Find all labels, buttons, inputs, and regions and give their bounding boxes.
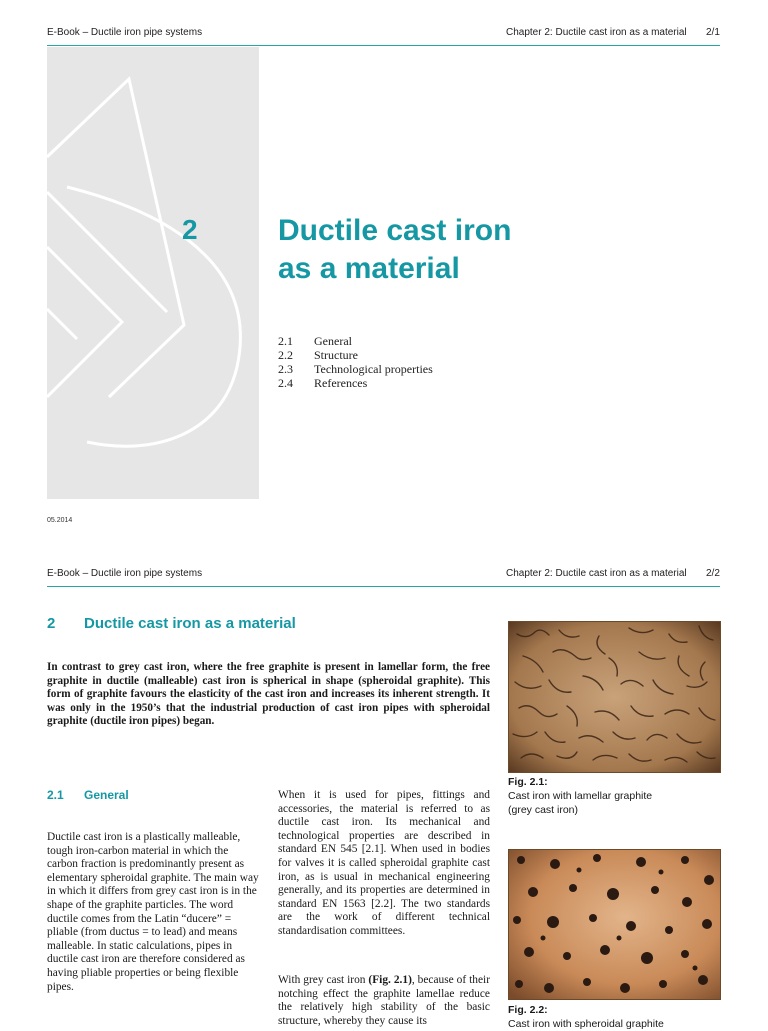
toc-item[interactable] — [278, 362, 433, 376]
figure-2-2-caption — [508, 1003, 664, 1031]
figure-2-1-label: Fig. 2.1: — [508, 776, 548, 788]
column-2-paragraph-2 — [278, 974, 490, 1028]
paragraph-text: With grey cast iron — [278, 974, 369, 986]
paragraph-text: , because of their notching effect the graphite lamellae reduce the relatively high stability of the basic structure, whereby they cause its — [278, 974, 490, 1027]
toc-item-label: Technological properties — [314, 362, 433, 376]
chapter-title — [278, 212, 511, 288]
page-number: 2/1 — [706, 27, 720, 38]
toc-item[interactable] — [278, 334, 433, 348]
header-rule — [47, 586, 720, 587]
subsection-title: General — [84, 788, 129, 802]
toc-item-label: References — [314, 376, 368, 390]
header-left: E-Book – Ductile iron pipe systems — [47, 568, 203, 579]
toc-item[interactable] — [278, 348, 433, 362]
figure-2-1-caption-line-1: Cast iron with lamellar graphite — [508, 790, 653, 802]
toc-item[interactable] — [278, 376, 433, 390]
column-2-paragraph-1: When it is used for pipes, fittings and accessories, the material is referred to as ductile cast iron. Its mechanical and technological properties are described in standard EN 545 [2.1]. When used in bodies for valves it is called spheroidal graphite cast iron, as is usual in mechanical engineering generally, and its properties are determined in standard EN 1563 [2.2]. The two standards are the work of different technical standardisation committees. — [278, 789, 490, 937]
chapter-number: 2 — [182, 214, 198, 245]
toc-item-label: General — [314, 334, 352, 348]
table-of-contents — [278, 334, 433, 390]
toc-item-number: 2.3 — [278, 362, 293, 376]
figure-2-2-image — [508, 849, 721, 1000]
toc-item-number: 2.1 — [278, 334, 293, 348]
figure-2-1-caption — [508, 775, 652, 817]
header-left: E-Book – Ductile iron pipe systems — [47, 27, 203, 38]
toc-item-number: 2.4 — [278, 376, 293, 390]
figure-2-2-label: Fig. 2.2: — [508, 1004, 548, 1016]
edition-date: 05.2014 — [47, 517, 73, 524]
chapter-title-line-2: as a material — [278, 252, 460, 285]
figure-2-1-image — [508, 621, 721, 773]
intro-paragraph: In contrast to grey cast iron, where the free graphite is present in lamellar form, the free graphite in ductile (malleable) cast iron is spherical in shape (spheroidal graphite). This form of graphite favours the elasticity of the cast iron and increases its inherent strength. It was only in the 1950’s that the industrial production of cast iron pipes with spheroidal graphite (ductile iron pipes) began. — [47, 661, 490, 728]
header-chapter: Chapter 2: Ductile cast iron as a material — [506, 568, 687, 579]
figure-2-2-caption-line-1: Cast iron with spheroidal graphite — [508, 1018, 664, 1030]
toc-item-number: 2.2 — [278, 348, 293, 362]
spheroidal-graphite-micrograph — [509, 850, 720, 999]
header-rule — [47, 45, 720, 46]
toc-item-label: Structure — [314, 348, 358, 362]
chapter-cover-panel — [47, 47, 259, 499]
subsection-number: 2.1 — [47, 788, 64, 802]
page-number: 2/2 — [706, 568, 720, 579]
figure-reference[interactable]: (Fig. 2.1) — [368, 974, 412, 986]
header-chapter: Chapter 2: Ductile cast iron as a material — [506, 27, 687, 38]
figure-2-1-caption-line-2: (grey cast iron) — [508, 804, 579, 816]
section-heading-number: 2 — [47, 615, 56, 632]
chapter-title-line-1: Ductile cast iron — [278, 214, 512, 247]
column-1-paragraph: Ductile cast iron is a plastically malleable, tough iron-carbon material in which the carbon fraction is predominantly present as elementary spheroidal graphite. The main way in which it differs from grey cast iron is in the shape of the graphite particles. The word ductile comes from the Latin “ducere” = pliable (from ductus = to lead) and means malleable. In static calculations, pipes in ductile cast iron are therefore considered as having pliable properties or being flexible pipes. — [47, 831, 259, 993]
logo-watermark-icon — [47, 47, 259, 499]
section-heading-title: Ductile cast iron as a material — [84, 615, 296, 632]
lamellar-graphite-micrograph — [509, 622, 720, 772]
